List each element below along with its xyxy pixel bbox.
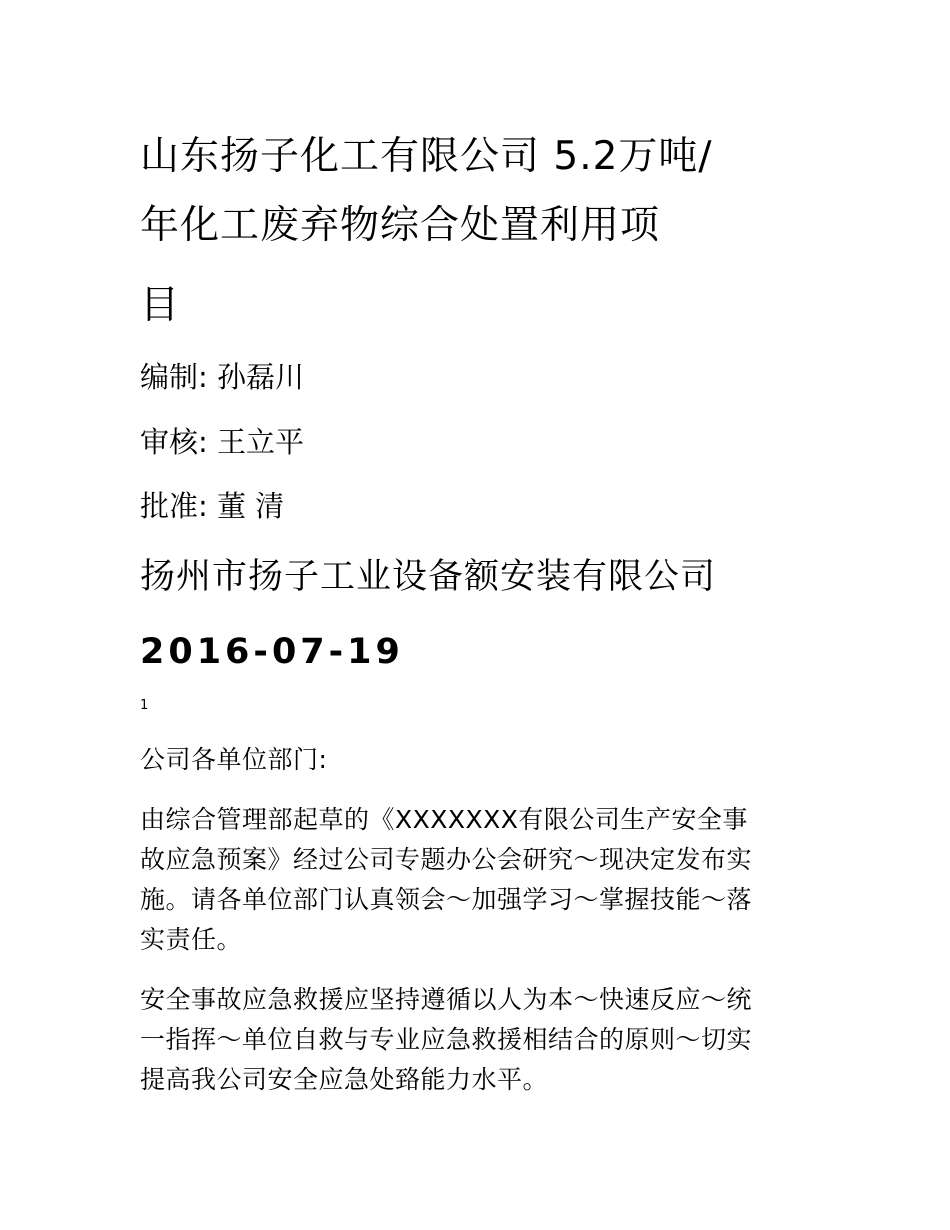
paragraph-1-line: 实责任。 — [140, 925, 243, 954]
paragraph-1-line: 由综合管理部起草的《XXXXXXX有限公司生产安全事 — [140, 805, 748, 834]
salutation-text: 公司各单位部门: — [140, 745, 328, 774]
paragraph-2-line: 提高我公司安全应急处臵能力水平。 — [140, 1065, 549, 1094]
title-line-1: 山东扬子化工有限公司 5.2万吨/ — [140, 134, 713, 179]
paragraph-1-line: 故应急预案》经过公司专题办公会研究～现决定发布实 — [140, 845, 753, 874]
document-date: 2016-07-19 — [140, 632, 404, 672]
company-name: 扬州市扬子工业设备额安装有限公司 — [140, 557, 717, 597]
title-line-3: 目 — [140, 283, 181, 328]
paragraph-2-line: 安全事故应急救援应坚持遵循以人为本～快速反应～统 — [140, 985, 753, 1014]
page-number: 1 — [140, 698, 149, 713]
salutation — [140, 740, 800, 780]
paragraph-1-line: 施。请各单位部门认真领会～加强学习～掌握技能～落 — [140, 885, 753, 914]
paragraph-1 — [140, 800, 800, 960]
compiler-line: 编制: 孙磊川 — [140, 360, 304, 394]
paragraph-2-line: 一指挥～单位自救与专业应急救援相结合的原则～切实 — [140, 1025, 753, 1054]
approver-line: 批准: 董 清 — [140, 489, 285, 523]
paragraph-2 — [140, 980, 800, 1100]
title-line-2: 年化工废弃物综合处置利用项 — [140, 203, 661, 248]
reviewer-line: 审核: 王立平 — [140, 425, 304, 459]
